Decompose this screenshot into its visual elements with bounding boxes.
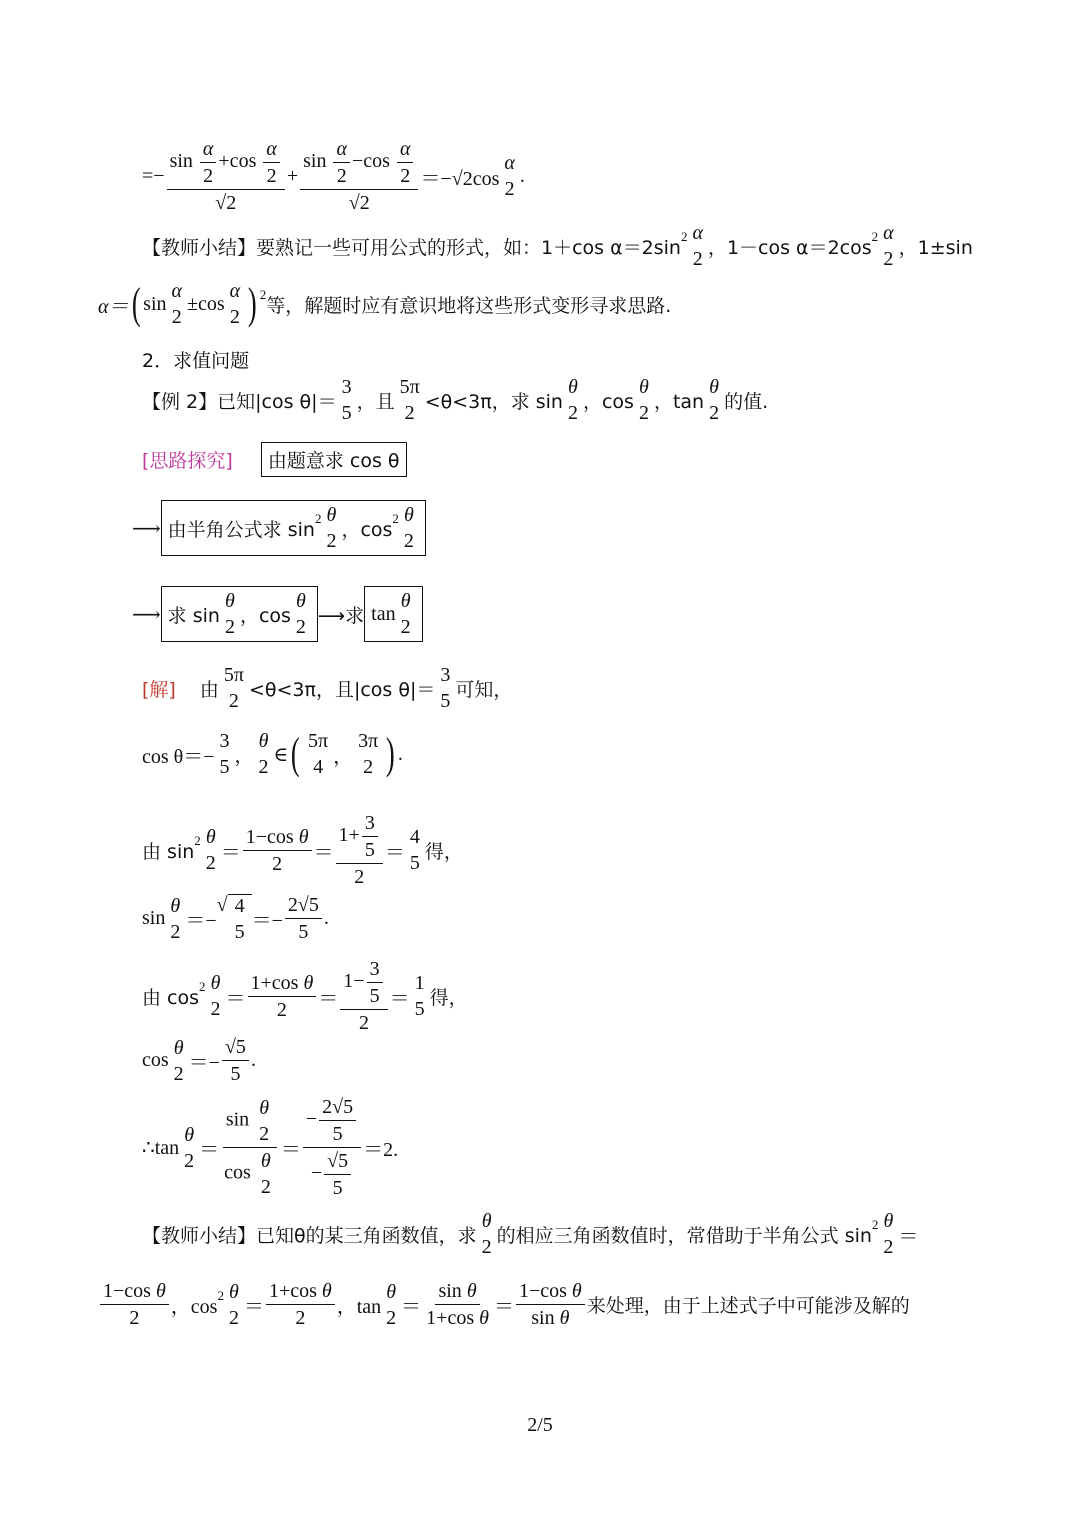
thinking-box-4: tan θ 2 [364,586,422,642]
summary-1-line-2: α＝ ( sin α 2 ±cos α 2 ) 2 等，解题时应有意识地将这些形式变形寻求思路. [98,279,672,328]
summary-1-line-1: 【教师小结】 要熟记一些可用公式的形式，如：1＋cos α＝2sin 2 α 2 ，1－cos α＝2cos 2 α 2 ，1±sin [142,222,973,270]
solution-line-7: ∴tan θ 2 ＝ sin θ 2 cos θ 2 ＝ − $\frac{2√5}{5}$ − $\frac{√5}{5}$ ＝2. [142,1096,399,1199]
thinking-label: [思路探究] [142,450,233,472]
solution-line-6: cos θ 2 ＝− $\frac{√5}{5}$ . [142,1036,256,1085]
example-2: 【例 2】 已知|cos θ|＝ 3 5 ，且 5π 2 <θ<3π，求 sin θ 2 ，cos θ 2 ，tan θ 2 的值. [142,376,769,424]
page-number: 2/5 [527,1414,553,1436]
solution-label: [解] [142,678,176,701]
section-title: 2．求值问题 [142,350,250,372]
solution-line-3: 由 sin 2 θ 2 ＝ 1−cos θ 2 ＝ 1+ $\frac{3}{5}$ 2 ＝ 4 5 得， [142,812,463,888]
solution-line-2: cos θ＝− 3 5 ， θ 2 ∈ ( 5π 4 ， 3π 2 ) . [142,729,403,778]
thinking-box-3: 求 sin θ 2 ，cos θ 2 [161,586,318,642]
solution-line-4: sin θ 2 ＝− √ 4 5 ＝− $\frac{2√5}{5}$ . [142,894,329,943]
summary-2-line-1: 【教师小结】 已知θ的某三角函数值，求 θ 2 的相应三角函数值时，常借助于半角公式 sin 2 θ 2 ＝ [142,1210,919,1258]
summary-label: 【教师小结】 [142,236,257,259]
thinking-row-2: ⟶ 由半角公式求 sin 2 θ 2 ，cos 2 θ 2 [132,500,426,556]
solution-line-1: [解] 由 5π 2 <θ<3π，且|cos θ|＝ 3 5 可知， [142,664,513,712]
thinking-row-3: ⟶ 求 sin θ 2 ，cos θ 2 ⟶求 tan θ 2 [132,586,423,642]
thinking-box-2: 由半角公式求 sin 2 θ 2 ，cos 2 θ 2 [161,500,426,556]
top-formula: =− sin $\frac{\alpha}{2}$ +cos $\frac{\alpha}{2}$ √2 + sin $\frac{\alpha}{2}$ −cos $\frac{\alpha}{2}$ √2 ＝−√2cos α 2 . [142,138,525,214]
thinking-row-1 [142,442,407,477]
solution-line-5: 由 cos 2 θ 2 ＝ 1+cos θ 2 ＝ 1− $\frac{3}{5}$ 2 ＝ 1 5 得， [142,958,468,1034]
summary-2-line-2: 1−cos θ 2 ，cos 2 θ 2 ＝ 1+cos θ 2 ，tan θ 2 ＝ sin θ 1+cos θ ＝ 1−cos θ sin θ 来处理，由于上述式子中可能涉及解的 [98,1280,910,1329]
thinking-box-1: 由题意求 cos θ [261,442,407,477]
